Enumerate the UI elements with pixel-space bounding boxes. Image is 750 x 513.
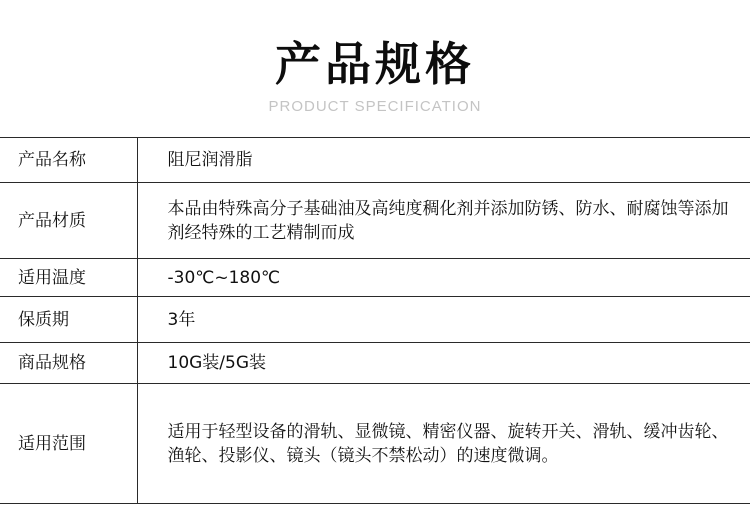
page-subtitle: PRODUCT SPECIFICATION xyxy=(268,98,482,115)
spec-value-material: 本品由特殊高分子基础油及高纯度稠化剂并添加防锈、防水、耐腐蚀等添加剂经特殊的工艺精制而成 xyxy=(137,183,750,259)
spec-value-scope: 适用于轻型设备的滑轨、显微镜、精密仪器、旋转开关、滑轨、缓冲齿轮、渔轮、投影仪、镜头（镜头不禁松动）的速度微调。 xyxy=(137,384,750,504)
spec-value-shelf-life: 3年 xyxy=(137,297,750,343)
table-row xyxy=(0,259,750,297)
spec-label-temperature: 适用温度 xyxy=(0,259,137,297)
spec-label-name: 产品名称 xyxy=(0,138,137,183)
table-row xyxy=(0,138,750,183)
spec-label-scope: 适用范围 xyxy=(0,384,137,504)
table-row xyxy=(0,183,750,259)
spec-label-shelf-life: 保质期 xyxy=(0,297,137,343)
spec-value-name: 阻尼润滑脂 xyxy=(137,138,750,183)
spec-value-temperature: -30℃~180℃ xyxy=(137,259,750,297)
spec-label-material: 产品材质 xyxy=(0,183,137,259)
table-row xyxy=(0,343,750,384)
spec-label-package: 商品规格 xyxy=(0,343,137,384)
spec-value-package: 10G装/5G装 xyxy=(137,343,750,384)
spec-table xyxy=(0,137,750,504)
table-row xyxy=(0,297,750,343)
page-title: 产品规格 xyxy=(275,37,475,91)
table-row xyxy=(0,384,750,504)
